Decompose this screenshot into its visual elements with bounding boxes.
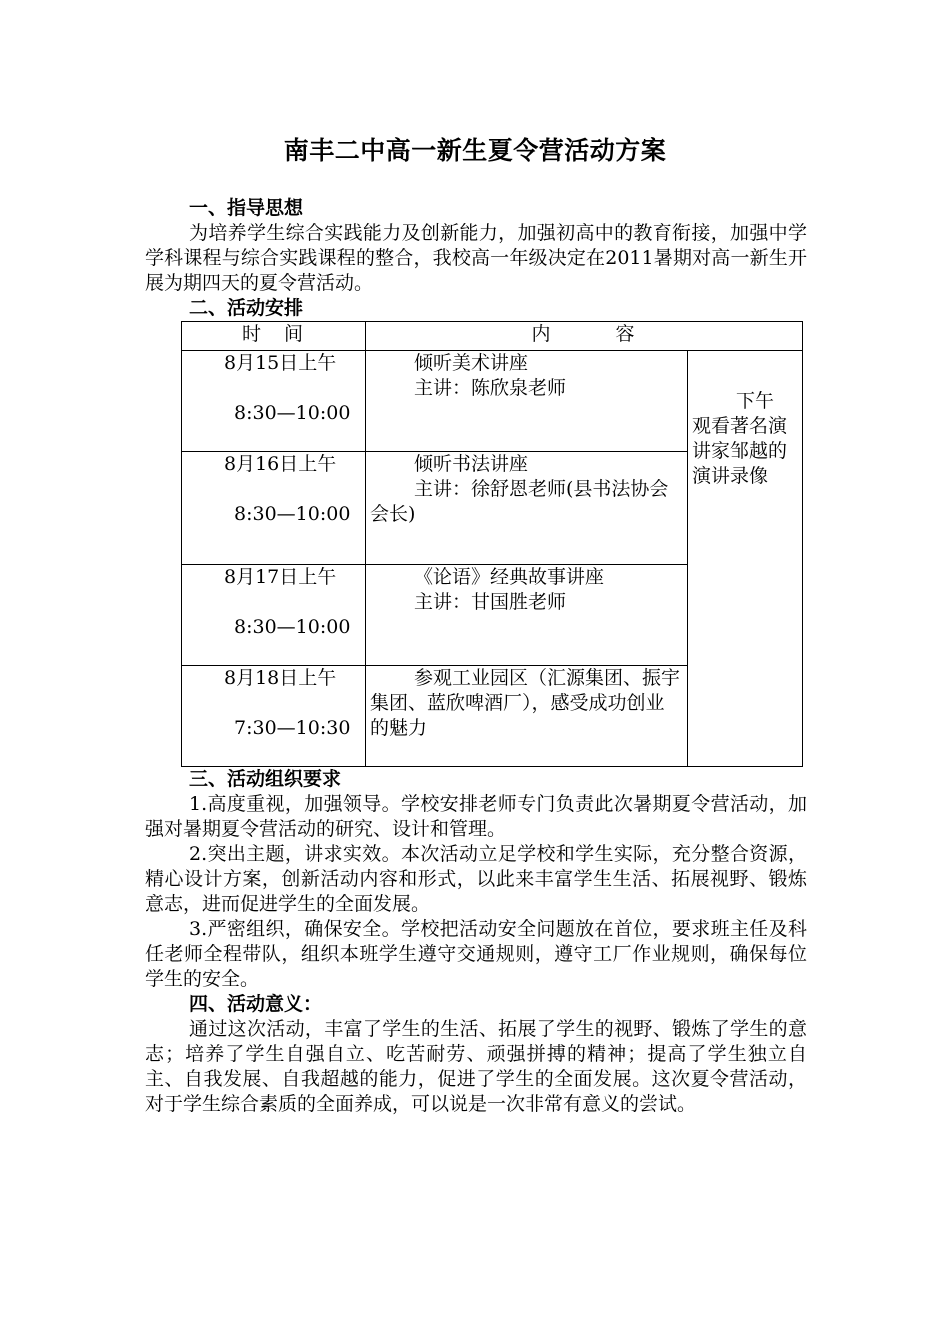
section-3-item-2: 2.突出主题，讲求实效。本次活动立足学校和学生实际，充分整合资源，精心设计方案，创新活动内容和形式，以此来丰富学生生活、拓展视野、锻炼意志，进而促进学生的全面发展。 [145,843,807,915]
afternoon-cell [688,351,803,767]
schedule-header-row [182,322,803,351]
schedule-speaker: 主讲：陈欣泉老师 [414,377,567,399]
section-2-heading: 二、活动安排 [189,297,304,319]
schedule-time-cell [182,351,366,452]
section-1-text: 为培养学生综合实践能力及创新能力，加强初高中的教育衔接，加强中学学科课程与综合实践课程的整合，我校高一年级决定在2011暑期对高一新生开展为期四天的夏令营活动。 [145,222,807,294]
schedule-date: 8月16日上午 [224,453,337,475]
schedule-date: 8月17日上午 [224,566,337,588]
schedule-table [181,321,803,767]
schedule-time-cell [182,565,366,666]
schedule-activity: 倾听书法讲座 [414,453,529,475]
schedule-content-cell [366,351,688,452]
schedule-time-range: 8:30—10:00 [234,503,351,525]
section-1-heading: 一、指导思想 [189,197,304,219]
schedule-content-cell [366,452,688,565]
schedule-time-range: 8:30—10:00 [234,616,351,638]
schedule-speaker: 主讲：徐舒恩老师(县书法协会会长) [370,478,669,525]
header-content: 内 容 [366,322,803,351]
schedule-activity: 参观工业园区（汇源集团、振宇集团、蓝欣啤酒厂），感受成功创业的魅力 [370,667,681,739]
schedule-activity: 《论语》经典故事讲座 [414,566,605,588]
afternoon-activity: 观看著名演讲家邹越的演讲录像 [692,414,788,487]
table-row [182,351,803,452]
schedule-speaker: 主讲：甘国胜老师 [414,591,567,613]
section-3-item-1: 1.高度重视，加强领导。学校安排老师专门负责此次暑期夏令营活动，加强对暑期夏令营活动的研究、设计和管理。 [145,793,807,840]
schedule-time-cell [182,452,366,565]
document-title: 南丰二中高一新生夏令营活动方案 [283,136,667,165]
schedule-time-range: 8:30—10:00 [234,402,351,424]
schedule-activity: 倾听美术讲座 [414,352,529,374]
schedule-content-cell [366,565,688,666]
schedule-time-cell [182,666,366,767]
schedule-date: 8月15日上午 [224,352,337,374]
section-4-heading: 四、活动意义： [189,993,323,1015]
schedule-content-cell [366,666,688,767]
schedule-time-range: 7:30—10:30 [234,717,351,739]
section-4-text: 通过这次活动，丰富了学生的生活、拓展了学生的视野、锻炼了学生的意志；培养了学生自强自立、吃苦耐劳、顽强拼搏的精神；提高了学生独立自主、自我发展、自我超越的能力，促进了学生的全面发展。这次夏令营活动，对于学生综合素质的全面养成，可以说是一次非常有意义的尝试。 [145,1018,807,1115]
document-body [145,196,807,1117]
schedule-date: 8月18日上午 [224,667,337,689]
section-3-item-3: 3.严密组织，确保安全。学校把活动安全问题放在首位，要求班主任及科任老师全程带队，组织本班学生遵守交通规则，遵守工厂作业规则，确保每位学生的安全。 [145,918,807,990]
section-3-heading: 三、活动组织要求 [189,768,342,790]
afternoon-label: 下午 [736,389,775,412]
header-time: 时 间 [182,322,366,351]
